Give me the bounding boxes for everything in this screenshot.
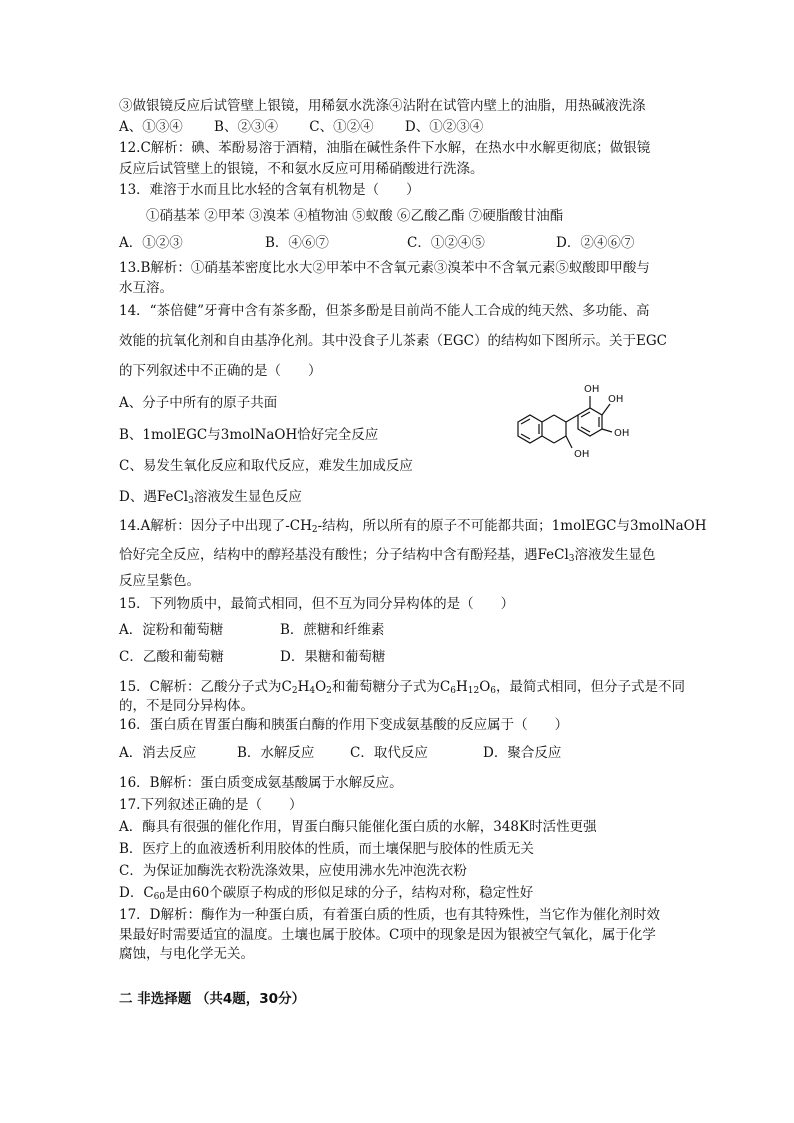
q13-explanation-cont: 水互溶。 (119, 280, 173, 296)
q14-stem: 14．“茶倍健”牙膏中含有茶多酚，但茶多酚是目前尚不能人工合成的纯天然、多功能、高 (119, 303, 650, 319)
q13-option-d: D．②④⑥⑦ (556, 235, 635, 251)
q11-options: A、①③④ B、②③④ C、①②④ D、①②③④ (119, 119, 484, 135)
q16-option-a: A．消去反应 (119, 745, 197, 761)
q15-explanation-cont: 的，不是同分异构体。 (119, 698, 254, 714)
egc-structure-diagram (510, 360, 670, 465)
q12-explanation-cont: 反应后试管壁上的银镜，不和氨水反应可用稀硝酸进行洗涤。 (119, 161, 484, 177)
q13-stem: 13．难溶于水而且比水轻的含氧有机物是（ ） (119, 182, 420, 198)
q14-option-b: B、1molEGC与3molNaOH恰好完全反应 (119, 427, 379, 443)
q17-explanation: 17．D解析：酶作为一种蛋白质，有着蛋白质的性质，也有其特殊性，当它作为催化剂时效 (119, 907, 661, 923)
q16-stem: 16．蛋白质在胃蛋白酶和胰蛋白酶的作用下变成氨基酸的反应属于（ ） (119, 717, 569, 733)
q17-explanation-cont-2: 腐蚀，与电化学无关。 (119, 946, 254, 962)
oh-label-2: OH (608, 394, 624, 405)
section-heading: 二 非选择题 （共4题，30分） (119, 991, 306, 1007)
q16-option-d: D．聚合反应 (483, 745, 562, 761)
q14-stem-cont: 效能的抗氧化剂和自由基净化剂。其中没食子儿茶素（EGC）的结构如下图所示。关于EGC (119, 333, 667, 349)
q15-option-b: B．蔗糖和纤维素 (280, 622, 385, 638)
q13-items: ①硝基苯 ②甲苯 ③溴苯 ④植物油 ⑤蚁酸 ⑥乙酸乙酯 ⑦硬脂酸甘油酯 (146, 208, 564, 224)
q17-explanation-cont: 果最好时需要适宜的温度。土壤也属于胶体。C项中的现象是因为银被空气氧化，属于化学 (119, 927, 656, 943)
q16-option-c: C．取代反应 (350, 745, 428, 761)
q16-explanation: 16．B解析：蛋白质变成氨基酸属于水解反应。 (119, 775, 403, 791)
q17-option-a: A．酶具有很强的催化作用，胃蛋白酶只能催化蛋白质的水解，348K时活性更强 (119, 819, 597, 835)
q14-explanation: 14.A解析：因分子中出现了$-CH_2-$结构，所以所有的原子不可能都共面；1molEGC与3molNaOH (119, 518, 707, 535)
q17-option-c: C．为保证加酶洗衣粉洗涤效果，应使用沸水先冲泡洗衣粉 (119, 863, 467, 879)
q15-explanation: 15．C解析：乙酸分子式为$C_2H_4O_2$和葡萄糖分子式为$C_6H_{12}O_6$，最简式相同，但分子式是不同 (119, 679, 686, 696)
q13-explanation: 13.B解析：①硝基苯密度比水大②甲苯中不含氧元素③溴苯中不含氧元素⑤蚁酸即甲酸与 (119, 260, 650, 276)
q11-item-3: ③做银镜反应后试管壁上银镜，用稀氨水洗涤④沾附在试管内壁上的油脂，用热碱液洗涤 (119, 98, 646, 114)
q15-option-d: D．果糖和葡萄糖 (280, 649, 386, 665)
q14-option-c: C、易发生氧化反应和取代反应，难发生加成反应 (119, 458, 413, 474)
q17-option-b: B．医疗上的血液透析利用胶体的性质，而土壤保肥与胶体的性质无关 (119, 841, 534, 857)
q14-option-d: D、遇FeCl$_3$溶液发生显色反应 (119, 489, 302, 506)
q15-stem: 15．下列物质中，最简式相同，但不互为同分异构体的是（ ） (119, 596, 515, 612)
q12-explanation: 12.C解析：碘、苯酚易溶于酒精，油脂在碱性条件下水解，在热水中水解更彻底；做银镜 (119, 140, 651, 156)
oh-label-3: OH (614, 428, 630, 439)
q17-stem: 17.下列叙述正确的是（ ） (119, 797, 303, 813)
q14-explanation-cont: 恰好完全反应，结构中的醇羟基没有酸性；分子结构中含有酚羟基，遇FeCl$_3$溶液发生显色 (119, 547, 656, 564)
q14-explanation-cont-2: 反应呈紫色。 (119, 573, 200, 589)
q17-option-d: D．$C_{60}$是由60个碳原子构成的形似足球的分子，结构对称，稳定性好 (119, 885, 534, 902)
q14-option-a: A、分子中所有的原子共面 (119, 395, 278, 411)
oh-label-4: OH (574, 449, 590, 460)
q14-stem-cont-2: 的下列叙述中不正确的是（ ） (119, 363, 322, 379)
q16-option-b: B．水解反应 (237, 745, 315, 761)
q15-option-a: A．淀粉和葡萄糖 (119, 622, 224, 638)
oh-label-1: OH (584, 384, 600, 395)
q13-option-c: C．①②④⑤ (407, 235, 485, 251)
q13-option-a: A．①②③ (119, 235, 183, 251)
q15-option-c: C．乙酸和葡萄糖 (119, 649, 224, 665)
q13-option-b: B．④⑥⑦ (265, 235, 329, 251)
